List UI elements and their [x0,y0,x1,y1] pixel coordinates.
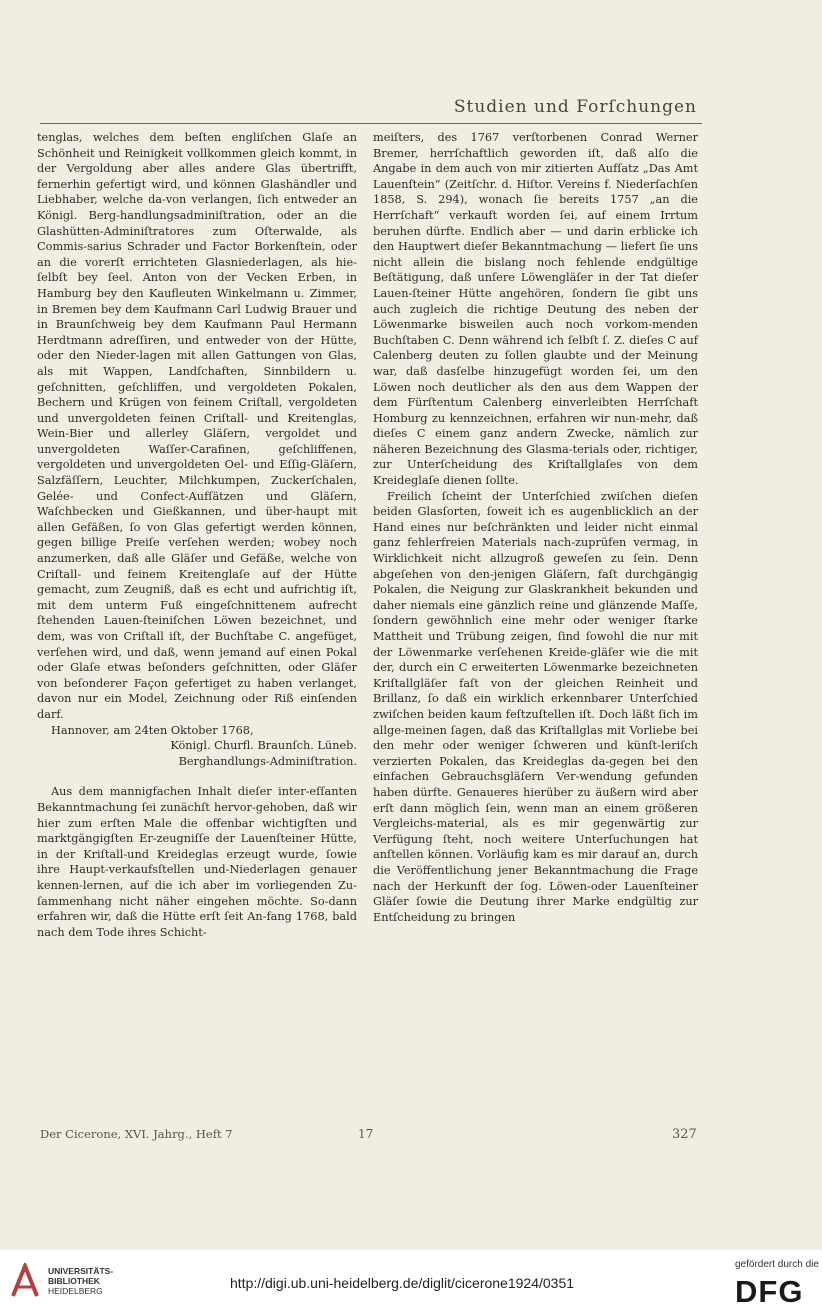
left-paragraph-1: tenglas, welches dem beſten engliſchen Glaſe an Schönheit und Reinigkeit vollkommen gleich kommt, in der Vergoldung aber alles andere Glas übertrifft, fernerhin gefertigt wird, und können Glashändler und Liebhaber, welche da-von verlangen, ſich entweder an Königl. Berg-handlungsadminiſtration, oder an die Glashütten-Adminiſtratores zum Oſterwalde, als Commis-sarius Schrader und Factor Borkenſtein, oder an die vorerſt errichteten Glasniederlagen, als hie-ſelbſt bey ſeel. Anton von der Vecken Erben, in Hamburg bey den Kaufleuten Winkelmann u. Zimmer, in Bremen bey dem Kaufmann Carl Ludwig Brauer und in Braunſchweig bey dem Kaufmann Paul Hermann Herdtmann adreſſiren, und entweder von der Hütte, oder den Nieder-lagen mit allen Gattungen von Glas, als mit Wappen, Landſchaften, Sinnbildern u. geſchnitten, geſchliffen, und vergoldeten Pokalen, Bechern und Krügen von feinem Criſtall, vergoldeten und unvergoldeten feinen Criſtall- und Kreitenglas, Wein-Bier und allerley Gläſern, vergoldet und unvergoldeten Waſſer-Carafinen, geſchliffenen, vergoldeten und unvergoldeten Oel- und Eſſig-Gläſern, Salzfäſſern, Leuchter, Milchkumpen, Zuckerſchalen, Gelée- und Confect-Aufſätzen und Gläſern, Waſchbecken und Gießkannen, und über-haupt mit allen Gefäßen, ſo von Glas gefertigt werden können, gegen billige Preiſe verſehen werden; wobey noch anzumerken, daß alle Gläſer und Gefäße, welche von Criſtall- und feinem Kreitenglaſe auf der Hütte gemacht, zum Zeugniß, daß es echt und aufrichtig iſt, mit dem unterm Fuß eingeſchnittenem aufrecht ſtehenden Lauen-ſteiniſchen Löwen bezeichnet, und dem, was von Criſtall iſt, der Buchſtabe C. angefüget, verſehen wird, und daß, wenn jemand auf einen Pokal oder Glaſe etwas beſonders geſchnitten, oder Gläſer von beſonderer Façon gefertiget zu haben verlanget, davon nur ein Model, Zeichnung oder Riß einſenden darf. [37,131,357,721]
footer-journal: Der Cicerone, XVI. Jahrg., Heft 7 [40,1127,233,1141]
dateline: Hannover, am 24ten Oktober 1768, [51,723,254,737]
left-column [37,130,357,940]
institution-line-3: HEIDELBERG [48,1286,103,1296]
institution-line-1: UNIVERSITÄTS- [48,1266,114,1276]
header-rule [40,123,702,124]
right-paragraph-1: meiſters, des 1767 verſtorbenen Conrad Werner Bremer, herrſchaftlich geworden iſt, daß alſo die Angabe in dem auch von mir zitierten Aufſatz „Das Amt Lauenſtein“ (Zeitſchr. d. Hiſtor. Vereins f. Niederſachſen 1858, S. 294), wonach ſie bereits 1757 „an die Herrſchaft“ verkauft worden ſei, auf einem Irrtum beruhen dürfte. Endlich aber — und darin erblicke ich den Hauptwert dieſer Bekanntmachung — liefert ſie uns nicht allein die bislang noch fehlende endgültige Beſtätigung, daß unſere Löwengläſer in der Tat dieſer Lauen-ſteiner Hütte angehören, ſondern ſie gibt uns auch zugleich die richtige Deutung des neben der Löwenmarke bisweilen auch noch vorkom-menden Buchſtaben C. Denn während ich ſelbſt ſ. Z. dieſes C auf Calenberg deuten zu ſollen glaubte und der Meinung war, daß dasſelbe hinzugefügt worden ſei, um den Löwen noch deutlicher als den aus dem Wappen der dem Fürſtentum Calenberg einverleibten Herrſchaft Homburg zu kennzeichnen, erfahren wir nun-mehr, daß dieſes C einem ganz andern Zwecke, nämlich zur näheren Bezeichnung des Glasma-terials oder, richtiger, zur Unterſcheidung des Kriſtallglaſes von dem Kreideglaſe dienen ſollte. [373,131,698,488]
signature-line-1: Königl. Churfl. Braunſch. Lüneb. [170,739,357,753]
running-head: Studien und Forſchungen [453,97,697,117]
university-library-logo-icon [10,1263,40,1299]
funded-by-label: gefördert durch die [735,1259,819,1270]
viewer-bar [0,1250,822,1313]
institution-line-2: BIBLIOTHEK [48,1276,100,1286]
paragraph-gap [37,769,357,784]
signature-line-2: Berghandlungs-Adminiſtration. [178,754,357,768]
left-paragraph-2: Aus dem mannigfachen Inhalt dieſer inter-eſſanten Bekanntmachung ſei zunächſt hervor-gehoben, daß wir hier zum erſten Male die offenbar wichtigſten und marktgängigſten Er-zeugniſſe der Lauenſteiner Hütte, in der Kriſtall-und Kreideglas erzeugt wurde, ſowie ihre Haupt-verkaufsſtellen und-Niederlagen genauer kennen-lernen, auf die ich aber im vorliegenden Zu-ſammenhang nicht näher eingehen möchte. So-dann erfahren wir, daß die Hütte erſt ſeit An-fang 1768, bald nach dem Tode ihres Schicht- [37,785,357,939]
footer-sheet-number: 17 [358,1127,374,1141]
source-url-link[interactable]: http://digi.ub.uni-heidelberg.de/diglit/cicerone1924/0351 [230,1275,575,1291]
right-column [373,130,698,925]
footer-page-number: 327 [672,1127,697,1142]
right-paragraph-2: Freilich ſcheint der Unterſchied zwiſchen dieſen beiden Glasſorten, ſoweit ich es augenblicklich an der Hand eines nur beſchränkten und leider nicht einmal ganz fehlerfreien Materials nach-zuprüfen vermag, in Wirklichkeit nicht allzugroß geweſen zu ſein. Denn abgeſehen von den-jenigen Gläſern, faſt durchgängig Pokalen, die Neigung zur Glaskrankheit bekunden und daher niemals eine gänzlich reine und glänzende Maſſe, ſondern gewöhnlich eine mehr oder weniger ſtarke Mattheit und Trübung zeigen, ſind ſowohl die nur mit der Löwenmarke verſehenen Kreide-gläſer wie die mit der, durch ein C erweiterten Löwenmarke bezeichneten Kriſtallgläſer faſt von der gleichen Reinheit und Brillanz, ſo daß ein wirklich erkennbarer Unterſchied zwiſchen beiden kaum feſtzuſtellen iſt. Doch läßt ſich im allge-meinen ſagen, daß das Kriſtallglas mit Vorliebe bei den mehr oder weniger ſchweren und künſt-leriſch verzierten Pokalen, das Kreideglas da-gegen bei den einfachen Gebrauchsgläſern Ver-wendung gefunden haben dürfte. Genaueres hierüber zu äußern wird aber erſt dann möglich ſein, wenn man an einem größeren Vergleichs-material, als es mir gegenwärtig zur Verfügung ſteht, noch weitere Unterſuchungen hat anſtellen können. Vorläufig kam es mir darauf an, durch die Veröffentlichung jener Bekanntmachung die Frage nach der Herkunft der ſog. Löwen-oder Lauenſteiner Gläſer ſowie die Deutung ihrer Marke endgültig zur Entſcheidung zu bringen [373,489,698,924]
institution-name [48,1266,113,1296]
dfg-logo: DFG [735,1274,804,1309]
